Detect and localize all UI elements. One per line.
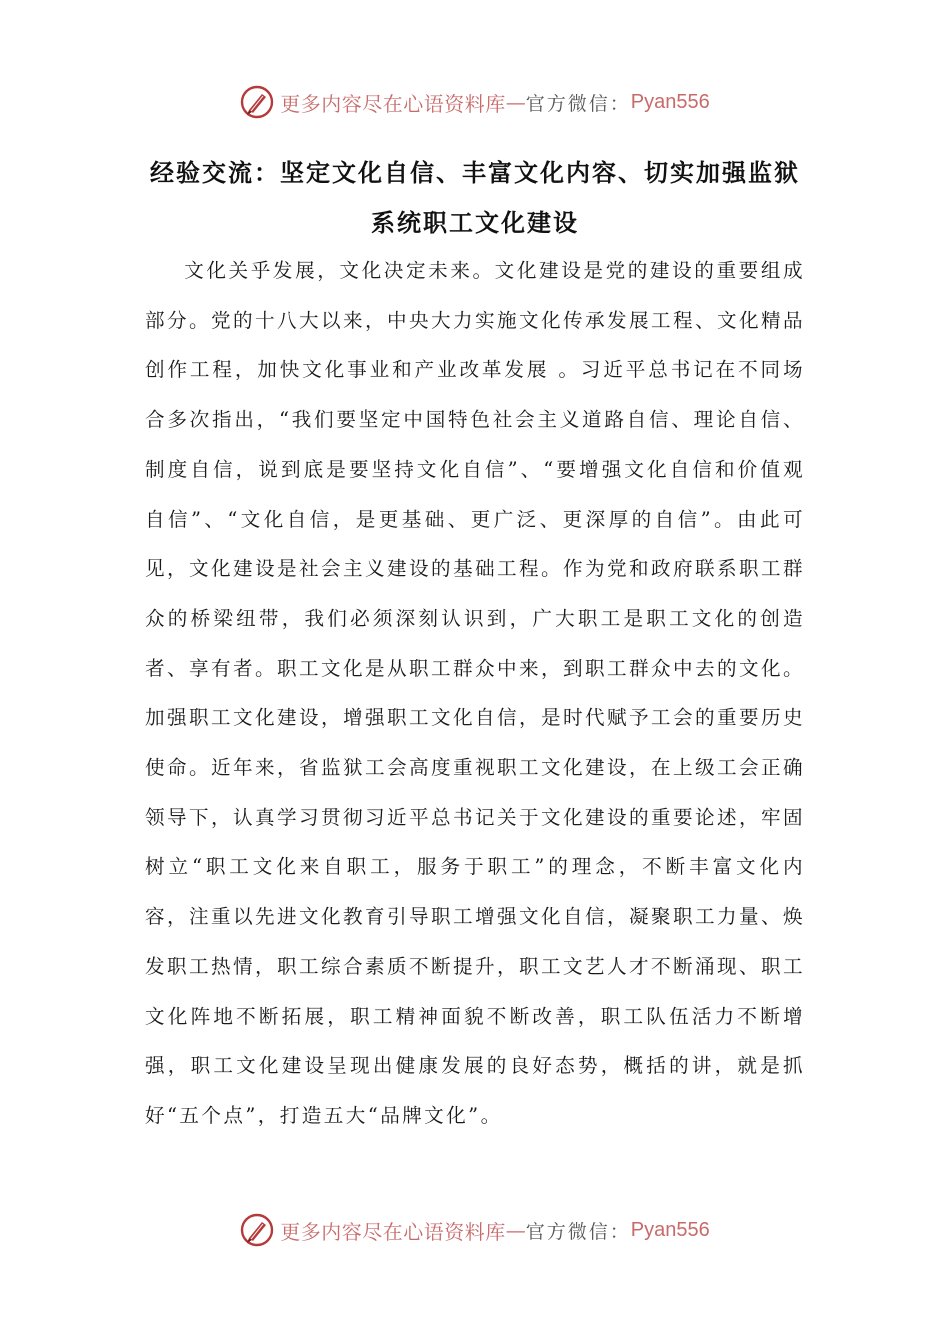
- banner-label: 官方微信：: [525, 92, 631, 115]
- banner-separator: —: [505, 1218, 526, 1242]
- banner-brand-text: 更多内容尽在心语资料库: [280, 1219, 506, 1244]
- banner-separator: —: [505, 90, 526, 114]
- banner-label: 官方微信：: [525, 1220, 631, 1243]
- footer-banner: [0, 1210, 950, 1250]
- banner-wechat-id: Pyan556: [630, 1218, 710, 1241]
- banner-wechat-id: Pyan556: [630, 90, 710, 113]
- body-paragraph: 文化关乎发展，文化决定未来。文化建设是党的建设的重要组成部分。党的十八大以来，中央大力实施文化传承发展工程、文化精品创作工程，加快文化事业和产业改革发展 。习近平总书记在不同场合多次指出，“我们要坚定中国特色社会主义道路自信、理论自信、制度自信，说到底是要坚持文化自信”、“要增强文化自信和价值观自信”、“文化自信，是更基础、更广泛、更深厚的自信”。由此可见，文化建设是社会主义建设的基础工程。作为党和政府联系职工群众的桥梁纽带，我们必须深刻认识到，广大职工是职工文化的创造者、享有者。职工文化是从职工群众中来，到职工群众中去的文化。加强职工文化建设，增强职工文化自信，是时代赋予工会的重要历史使命。近年来，省监狱工会高度重视职工文化建设，在上级工会正确领导下，认真学习贯彻习近平总书记关于文化建设的重要论述，牢固树立“职工文化来自职工，服务于职工”的理念，不断丰富文化内容，注重以先进文化教育引导职工增强文化自信，凝聚职工力量、焕发职工热情，职工综合素质不断提升，职工文艺人才不断涌现、职工文化阵地不断拓展，职工精神面貌不断改善，职工队伍活力不断增强，职工文化建设呈现出健康发展的良好态势，概括的讲，就是抓好“五个点”，打造五大“品牌文化”。: [145, 259, 805, 1127]
- document-title: 经验交流：坚定文化自信、丰富文化内容、切实加强监狱系统职工文化建设: [150, 159, 800, 237]
- header-banner: [0, 82, 950, 122]
- banner-brand-text: 更多内容尽在心语资料库: [280, 91, 506, 116]
- pen-nib-icon: [240, 85, 274, 119]
- pen-nib-icon: [240, 1213, 274, 1247]
